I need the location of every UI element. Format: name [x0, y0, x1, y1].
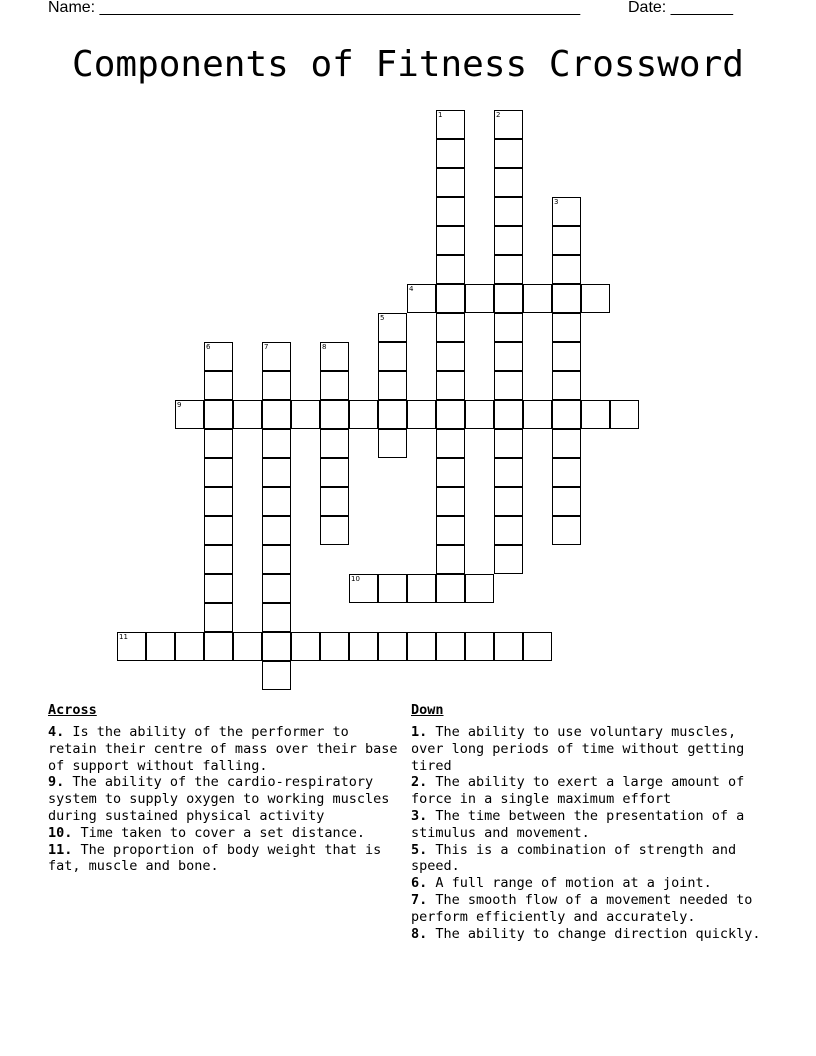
- clue-number: 10.: [48, 824, 73, 841]
- clue-item: [411, 808, 761, 842]
- clue-item: [48, 774, 398, 824]
- crossword-cell[interactable]: [349, 632, 378, 661]
- crossword-cell[interactable]: [436, 284, 465, 313]
- crossword-cell[interactable]: [552, 429, 581, 458]
- crossword-cell[interactable]: [494, 429, 523, 458]
- crossword-cell[interactable]: [204, 574, 233, 603]
- crossword-cell[interactable]: [436, 313, 465, 342]
- crossword-cell[interactable]: [175, 632, 204, 661]
- clue-number-label: 1: [438, 111, 443, 119]
- crossword-cell[interactable]: [436, 632, 465, 661]
- crossword-cell[interactable]: [262, 516, 291, 545]
- crossword-cell[interactable]: [233, 400, 262, 429]
- crossword-cell[interactable]: [465, 400, 494, 429]
- crossword-cell[interactable]: [320, 429, 349, 458]
- crossword-cell[interactable]: [291, 632, 320, 661]
- crossword-cell[interactable]: [552, 284, 581, 313]
- crossword-cell[interactable]: [407, 574, 436, 603]
- clue-text: Time taken to cover a set distance.: [72, 824, 365, 841]
- clue-number-label: 9: [177, 401, 182, 409]
- across-heading: Across: [48, 702, 97, 718]
- clue-text: The smooth flow of a movement needed to perform efficiently and accurately.: [411, 891, 753, 925]
- across-clues: [48, 702, 398, 875]
- crossword-cell[interactable]: [320, 371, 349, 400]
- clue-text: The ability of the cardio-respiratory system to supply oxygen to working muscles during sustained physical activity: [48, 774, 390, 824]
- clue-text: The ability to exert a large amount of force in a single maximum effort: [411, 774, 745, 808]
- clue-item: [48, 842, 398, 876]
- crossword-cell[interactable]: [378, 574, 407, 603]
- crossword-cell[interactable]: [494, 632, 523, 661]
- name-field[interactable]: Name: ______________________________________________________: [48, 0, 581, 16]
- crossword-cell[interactable]: [552, 313, 581, 342]
- crossword-cell[interactable]: [117, 632, 146, 661]
- clue-number-label: 6: [206, 343, 211, 351]
- crossword-cell[interactable]: [465, 574, 494, 603]
- crossword-cell[interactable]: [436, 371, 465, 400]
- crossword-cell[interactable]: [320, 487, 349, 516]
- clue-number: 8.: [411, 925, 428, 942]
- crossword-cell[interactable]: [349, 400, 378, 429]
- crossword-cell[interactable]: [494, 545, 523, 574]
- crossword-cell[interactable]: [204, 603, 233, 632]
- across-clue-list: [48, 724, 398, 875]
- crossword-cell[interactable]: [523, 400, 552, 429]
- crossword-cell[interactable]: [204, 632, 233, 661]
- crossword-cell[interactable]: [552, 458, 581, 487]
- crossword-cell[interactable]: [581, 284, 610, 313]
- crossword-cell[interactable]: [523, 284, 552, 313]
- clue-number-label: 3: [554, 198, 559, 206]
- crossword-cell[interactable]: [320, 400, 349, 429]
- crossword-cell[interactable]: [494, 168, 523, 197]
- crossword-cell[interactable]: [436, 255, 465, 284]
- crossword-cell[interactable]: [436, 139, 465, 168]
- crossword-cell[interactable]: [204, 458, 233, 487]
- crossword-cell[interactable]: [494, 371, 523, 400]
- clue-item: [48, 825, 398, 842]
- clue-item: [411, 892, 761, 926]
- crossword-cell[interactable]: [552, 342, 581, 371]
- crossword-cell[interactable]: [436, 400, 465, 429]
- crossword-cell[interactable]: [494, 487, 523, 516]
- crossword-cell[interactable]: [494, 458, 523, 487]
- clue-item: [48, 724, 398, 774]
- clue-number-label: 8: [322, 343, 327, 351]
- crossword-cell[interactable]: [494, 342, 523, 371]
- clue-number: 3.: [411, 807, 428, 824]
- crossword-cell[interactable]: [436, 342, 465, 371]
- crossword-cell[interactable]: [175, 400, 204, 429]
- clue-item: [411, 926, 761, 943]
- crossword-cell[interactable]: [552, 487, 581, 516]
- crossword-cell[interactable]: [465, 632, 494, 661]
- clue-number-label: 11: [119, 633, 128, 641]
- crossword-cell[interactable]: [320, 516, 349, 545]
- clue-number-label: 5: [380, 314, 385, 322]
- clue-number: 11.: [48, 841, 73, 858]
- crossword-cell[interactable]: [320, 342, 349, 371]
- crossword-cell[interactable]: [552, 197, 581, 226]
- crossword-cell[interactable]: [407, 284, 436, 313]
- crossword-cell[interactable]: [291, 400, 320, 429]
- crossword-cell[interactable]: [262, 487, 291, 516]
- crossword-cell[interactable]: [436, 574, 465, 603]
- crossword-cell[interactable]: [378, 400, 407, 429]
- crossword-cell[interactable]: [262, 603, 291, 632]
- crossword-cell[interactable]: [465, 284, 494, 313]
- crossword-cell[interactable]: [436, 197, 465, 226]
- crossword-cell[interactable]: [436, 226, 465, 255]
- clue-text: The time between the presentation of a stimulus and movement.: [411, 807, 745, 841]
- crossword-cell[interactable]: [407, 632, 436, 661]
- crossword-cell[interactable]: [494, 516, 523, 545]
- crossword-cell[interactable]: [320, 632, 349, 661]
- crossword-cell[interactable]: [436, 429, 465, 458]
- clue-number: 2.: [411, 774, 428, 791]
- clue-text: Is the ability of the performer to retain their centre of mass over their base of support without falling.: [48, 724, 398, 774]
- clue-text: The ability to change direction quickly.: [427, 925, 761, 942]
- clue-number-label: 10: [351, 575, 360, 583]
- clue-text: A full range of motion at a joint.: [427, 875, 712, 892]
- clue-item: [411, 774, 761, 808]
- page-title: Components of Fitness Crossword: [72, 44, 744, 85]
- crossword-cell[interactable]: [262, 661, 291, 690]
- crossword-cell[interactable]: [378, 632, 407, 661]
- clue-text: The proportion of body weight that is fat, muscle and bone.: [48, 841, 382, 875]
- crossword-cell[interactable]: [233, 632, 262, 661]
- crossword-cell[interactable]: [494, 226, 523, 255]
- clue-text: This is a combination of strength and speed.: [411, 841, 737, 875]
- crossword-cell[interactable]: [494, 255, 523, 284]
- crossword-cell[interactable]: [436, 487, 465, 516]
- crossword-cell[interactable]: [494, 313, 523, 342]
- clue-number-label: 2: [496, 111, 501, 119]
- crossword-cell[interactable]: [552, 516, 581, 545]
- crossword-cell[interactable]: [378, 313, 407, 342]
- crossword-cell[interactable]: [349, 574, 378, 603]
- crossword-cell[interactable]: [494, 400, 523, 429]
- crossword-cell[interactable]: [436, 516, 465, 545]
- crossword-cell[interactable]: [436, 110, 465, 139]
- clue-number: 6.: [411, 875, 428, 892]
- crossword-cell[interactable]: [204, 429, 233, 458]
- clue-number: 5.: [411, 841, 428, 858]
- crossword-cell[interactable]: [262, 458, 291, 487]
- crossword-cell[interactable]: [262, 400, 291, 429]
- crossword-cell[interactable]: [523, 632, 552, 661]
- clue-item: [411, 875, 761, 892]
- crossword-cell[interactable]: [378, 429, 407, 458]
- clue-number: 1.: [411, 724, 428, 740]
- crossword-cell[interactable]: [552, 371, 581, 400]
- crossword-cell[interactable]: [494, 110, 523, 139]
- crossword-cell[interactable]: [436, 545, 465, 574]
- crossword-cell[interactable]: [610, 400, 639, 429]
- crossword-cell[interactable]: [204, 545, 233, 574]
- date-field[interactable]: Date: _______: [628, 0, 733, 16]
- crossword-cell[interactable]: [494, 139, 523, 168]
- crossword-cell[interactable]: [436, 168, 465, 197]
- crossword-cell[interactable]: [494, 197, 523, 226]
- clue-number: 7.: [411, 891, 428, 908]
- crossword-cell[interactable]: [436, 458, 465, 487]
- crossword-cell[interactable]: [320, 458, 349, 487]
- crossword-cell[interactable]: [378, 371, 407, 400]
- clue-number: 9.: [48, 774, 65, 791]
- clue-item: [411, 724, 761, 774]
- crossword-cell[interactable]: [552, 400, 581, 429]
- crossword-cell[interactable]: [378, 342, 407, 371]
- crossword-cell[interactable]: [262, 371, 291, 400]
- crossword-cell[interactable]: [204, 342, 233, 371]
- crossword-cell[interactable]: [146, 632, 175, 661]
- clue-item: [411, 842, 761, 876]
- down-heading: Down: [411, 702, 444, 718]
- crossword-cell[interactable]: [204, 487, 233, 516]
- crossword-cell[interactable]: [552, 255, 581, 284]
- crossword-cell[interactable]: [204, 371, 233, 400]
- crossword-cell[interactable]: [262, 632, 291, 661]
- crossword-cell[interactable]: [262, 342, 291, 371]
- down-clues: [411, 702, 761, 956]
- crossword-cell[interactable]: [494, 284, 523, 313]
- crossword-cell[interactable]: [204, 400, 233, 429]
- clue-number-label: 4: [409, 285, 414, 293]
- crossword-cell[interactable]: [262, 429, 291, 458]
- crossword-cell[interactable]: [262, 545, 291, 574]
- crossword-cell[interactable]: [581, 400, 610, 429]
- crossword-cell[interactable]: [407, 400, 436, 429]
- down-clue-list: [411, 724, 761, 942]
- crossword-cell[interactable]: [552, 226, 581, 255]
- clue-number-label: 7: [264, 343, 269, 351]
- clue-number: 4.: [48, 724, 65, 740]
- clue-text: The ability to use voluntary muscles, over long periods of time without getting tired: [411, 724, 745, 774]
- crossword-cell[interactable]: [204, 516, 233, 545]
- crossword-cell[interactable]: [262, 574, 291, 603]
